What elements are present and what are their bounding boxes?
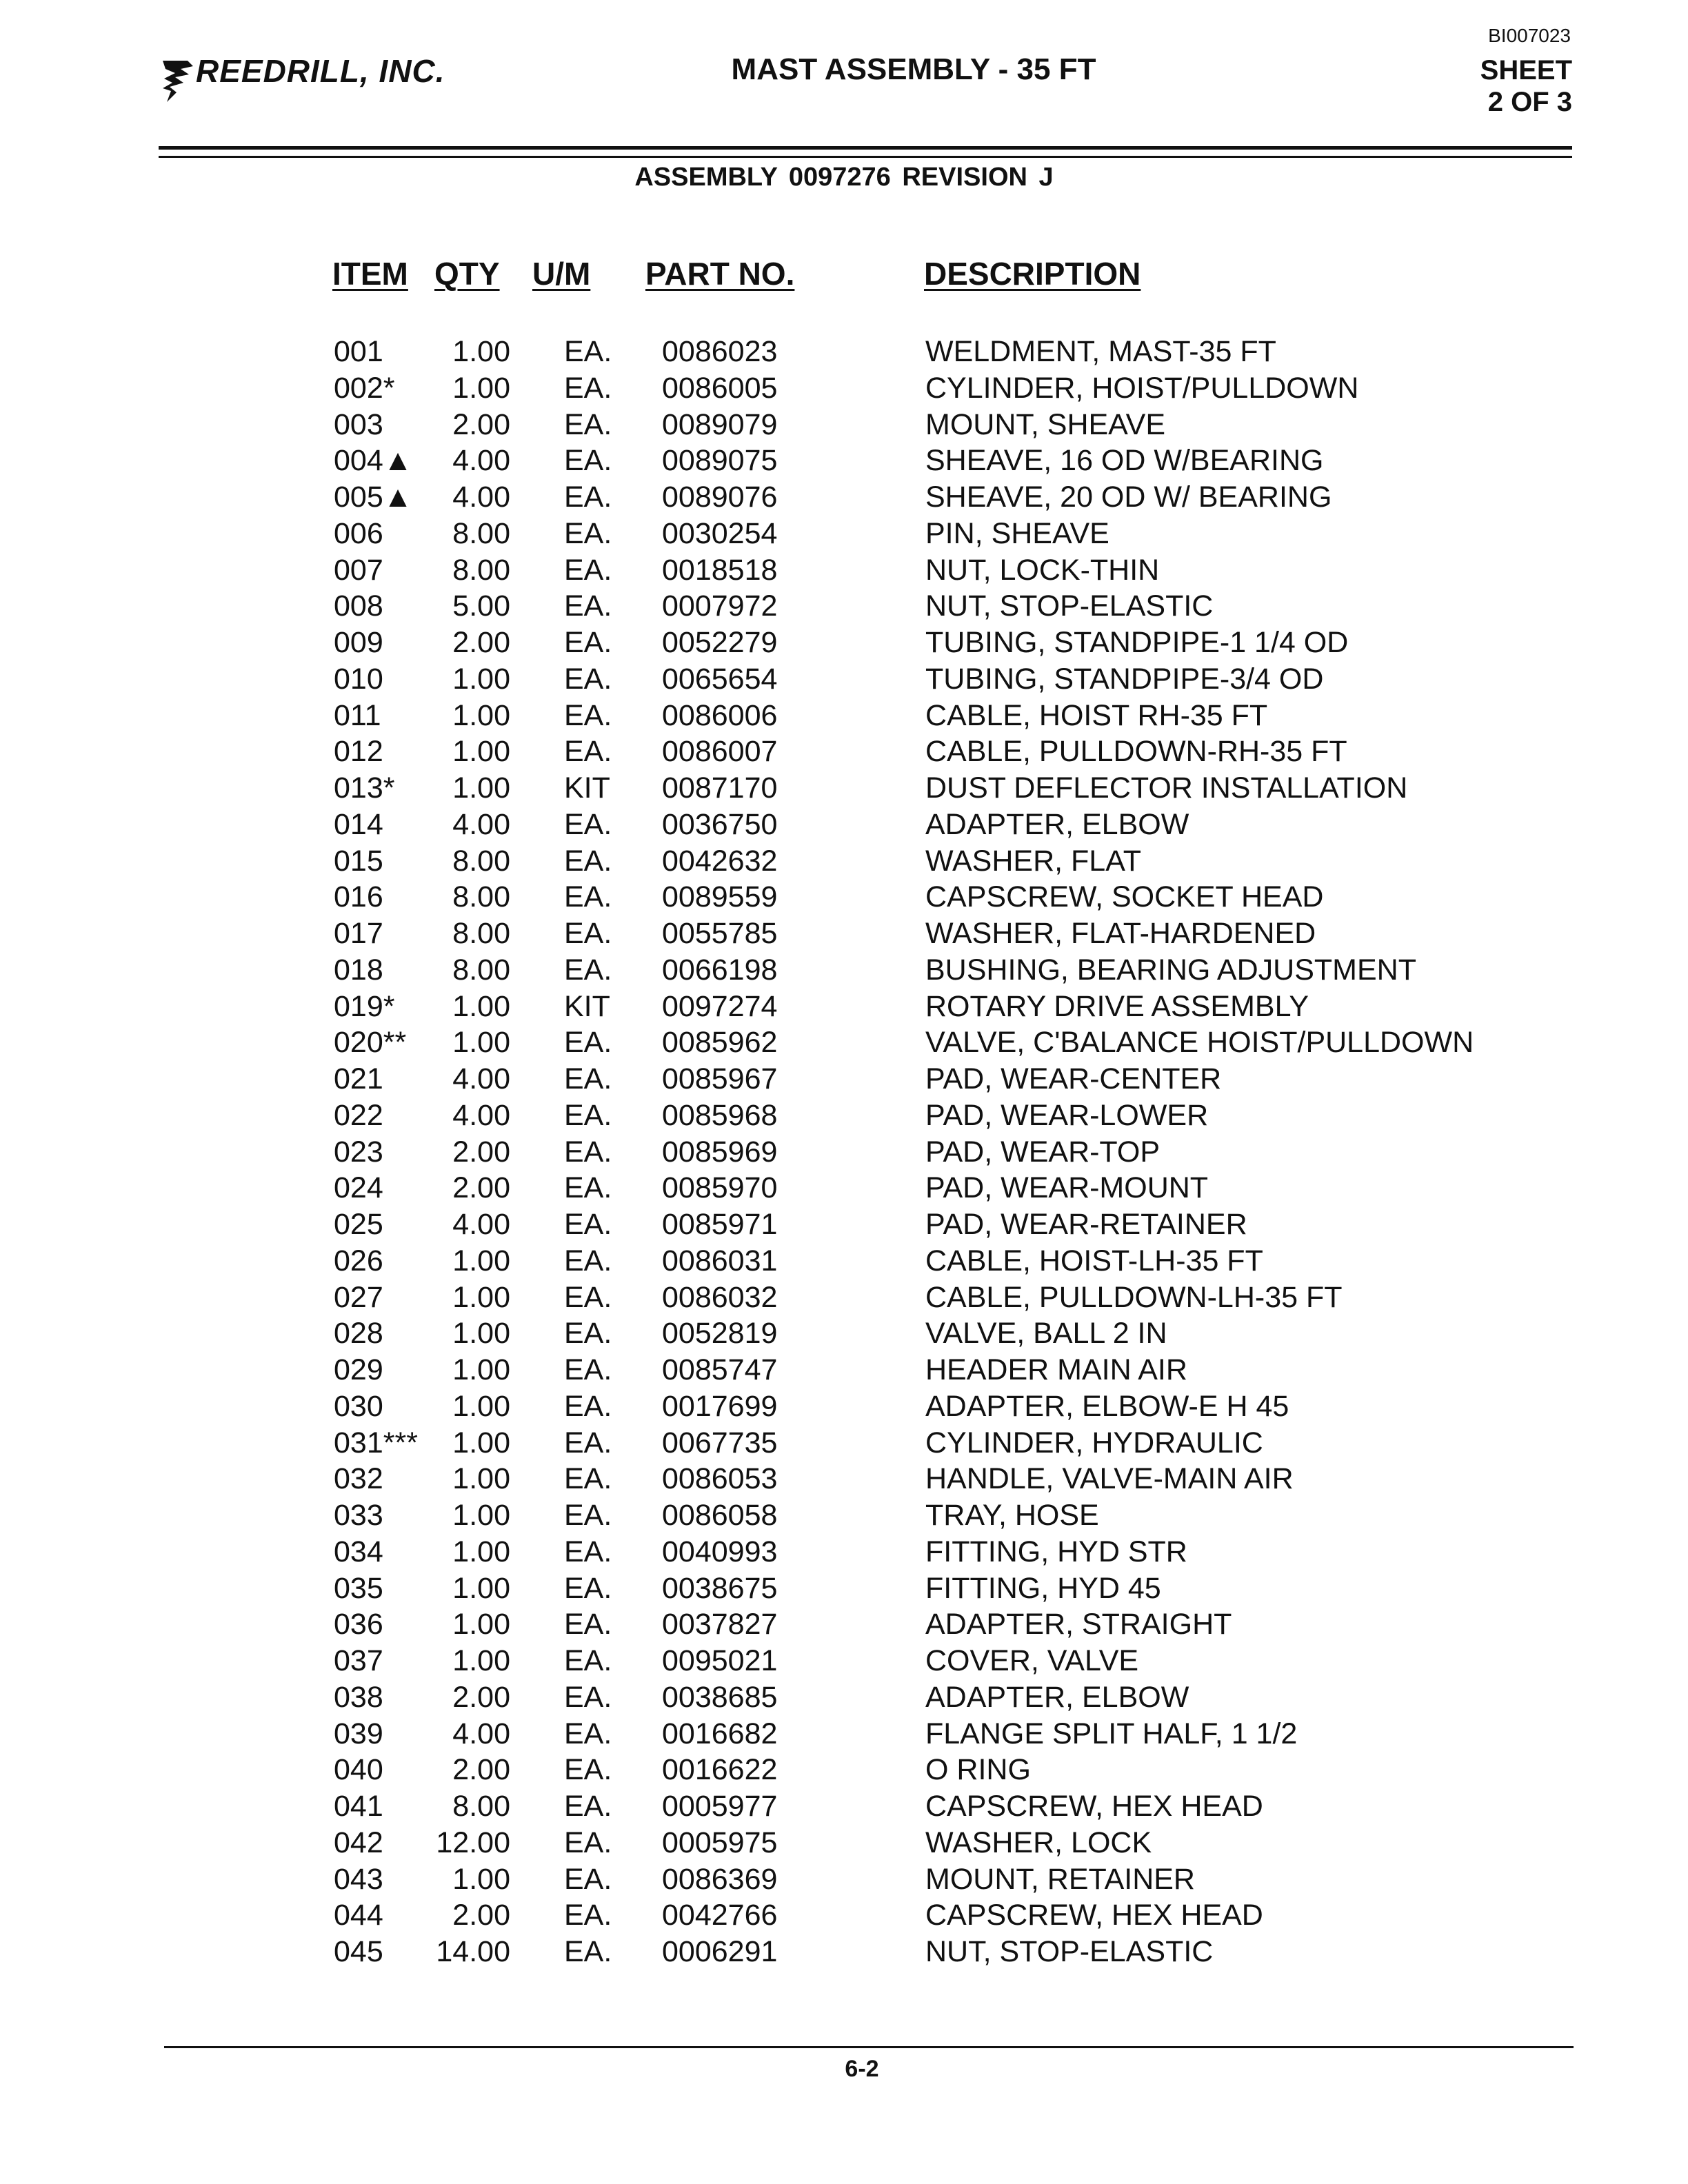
item-number: 032	[334, 1462, 383, 1496]
part-description: MOUNT, RETAINER	[925, 1862, 1195, 1896]
part-description: ROTARY DRIVE ASSEMBLY	[925, 989, 1309, 1023]
part-description: COVER, VALVE	[925, 1644, 1139, 1677]
quantity: 1.00	[452, 1571, 510, 1605]
part-number: 0089079	[662, 407, 778, 441]
part-description: O RING	[925, 1753, 1031, 1787]
part-description: ADAPTER, ELBOW	[925, 1680, 1189, 1714]
unit-of-measure: EA.	[564, 553, 612, 587]
part-number: 0036750	[662, 807, 778, 841]
part-description: CABLE, HOIST RH-35 FT	[925, 698, 1268, 732]
unit-of-measure: EA.	[564, 589, 612, 623]
unit-of-measure: KIT	[564, 771, 610, 805]
part-description: SHEAVE, 16 OD W/BEARING	[925, 444, 1324, 478]
item-number: 038	[334, 1680, 383, 1714]
item-number: 025	[334, 1208, 383, 1241]
quantity: 1.00	[452, 1280, 510, 1314]
unit-of-measure: EA.	[564, 880, 612, 914]
item-number: 034	[334, 1535, 383, 1568]
item-number: 019*	[334, 989, 395, 1023]
part-description: CAPSCREW, SOCKET HEAD	[925, 880, 1324, 914]
part-description: VALVE, C'BALANCE HOIST/PULLDOWN	[925, 1026, 1474, 1060]
item-number: 031***	[334, 1426, 418, 1459]
part-number: 0042632	[662, 844, 778, 878]
quantity: 2.00	[452, 1753, 510, 1787]
quantity: 1.00	[452, 771, 510, 805]
unit-of-measure: EA.	[564, 807, 612, 841]
part-description: NUT, STOP-ELASTIC	[925, 1935, 1214, 1968]
part-number: 0066198	[662, 953, 778, 987]
table-row	[0, 626, 1688, 663]
part-number: 0037827	[662, 1608, 778, 1641]
unit-of-measure: EA.	[564, 1098, 612, 1132]
item-number: 016	[334, 880, 383, 914]
part-number: 0085969	[662, 1135, 778, 1169]
unit-of-measure: EA.	[564, 1026, 612, 1060]
quantity: 4.00	[452, 807, 510, 841]
part-description: BUSHING, BEARING ADJUSTMENT	[925, 953, 1416, 987]
part-description: PAD, WEAR-MOUNT	[925, 1171, 1209, 1205]
unit-of-measure: KIT	[564, 989, 610, 1023]
quantity: 2.00	[452, 1680, 510, 1714]
unit-of-measure: EA.	[564, 735, 612, 769]
part-number: 0086005	[662, 371, 778, 405]
item-number: 012	[334, 735, 383, 769]
item-number: 009	[334, 626, 383, 659]
part-number: 0086023	[662, 335, 778, 368]
item-number: 004▲	[334, 444, 413, 478]
quantity: 1.00	[452, 371, 510, 405]
item-number: 037	[334, 1644, 383, 1677]
part-number: 0086053	[662, 1462, 778, 1496]
table-row	[0, 554, 1688, 590]
part-description: CAPSCREW, HEX HEAD	[925, 1899, 1263, 1932]
table-row	[0, 699, 1688, 736]
unit-of-measure: EA.	[564, 1426, 612, 1459]
part-number: 0016622	[662, 1753, 778, 1787]
part-description: FITTING, HYD STR	[925, 1535, 1187, 1568]
part-description: PAD, WEAR-RETAINER	[925, 1208, 1247, 1241]
item-number: 040	[334, 1753, 383, 1787]
part-description: HEADER MAIN AIR	[925, 1353, 1187, 1386]
parts-list	[0, 335, 1688, 1972]
unit-of-measure: EA.	[564, 1826, 612, 1859]
quantity: 1.00	[452, 1317, 510, 1351]
table-row	[0, 880, 1688, 917]
quantity: 1.00	[452, 1499, 510, 1532]
table-row	[0, 1753, 1688, 1790]
quantity: 1.00	[452, 1353, 510, 1386]
unit-of-measure: EA.	[564, 1317, 612, 1351]
table-row	[0, 444, 1688, 481]
part-description: CABLE, PULLDOWN-LH-35 FT	[925, 1280, 1343, 1314]
quantity: 14.00	[436, 1935, 510, 1968]
quantity: 8.00	[452, 844, 510, 878]
table-row	[0, 953, 1688, 990]
part-number: 0086032	[662, 1280, 778, 1314]
part-description: TUBING, STANDPIPE-1 1/4 OD	[925, 626, 1349, 659]
item-number: 041	[334, 1790, 383, 1823]
item-number: 030	[334, 1389, 383, 1423]
unit-of-measure: EA.	[564, 953, 612, 987]
unit-of-measure: EA.	[564, 1790, 612, 1823]
part-number: 0087170	[662, 771, 778, 805]
part-number: 0086006	[662, 698, 778, 732]
item-number: 028	[334, 1317, 383, 1351]
unit-of-measure: EA.	[564, 1208, 612, 1241]
unit-of-measure: EA.	[564, 1862, 612, 1896]
quantity: 8.00	[452, 516, 510, 550]
table-row	[0, 1353, 1688, 1390]
part-number: 0007972	[662, 589, 778, 623]
part-number: 0065654	[662, 662, 778, 696]
table-row	[0, 1208, 1688, 1244]
unit-of-measure: EA.	[564, 1535, 612, 1568]
part-number: 0016682	[662, 1717, 778, 1750]
item-number: 043	[334, 1862, 383, 1896]
part-description: CYLINDER, HOIST/PULLDOWN	[925, 371, 1359, 405]
table-row	[0, 408, 1688, 445]
unit-of-measure: EA.	[564, 698, 612, 732]
part-description: CYLINDER, HYDRAULIC	[925, 1426, 1263, 1459]
part-number: 0005975	[662, 1826, 778, 1859]
table-row	[0, 663, 1688, 699]
unit-of-measure: EA.	[564, 516, 612, 550]
part-number: 0086369	[662, 1862, 778, 1896]
part-description: HANDLE, VALVE-MAIN AIR	[925, 1462, 1294, 1496]
item-number: 001	[334, 335, 383, 368]
table-row	[0, 517, 1688, 554]
unit-of-measure: EA.	[564, 626, 612, 659]
item-number: 010	[334, 662, 383, 696]
quantity: 8.00	[452, 917, 510, 950]
unit-of-measure: EA.	[564, 1062, 612, 1095]
item-number: 029	[334, 1353, 383, 1386]
part-number: 0005977	[662, 1790, 778, 1823]
part-description: WASHER, LOCK	[925, 1826, 1152, 1859]
item-number: 044	[334, 1899, 383, 1932]
quantity: 1.00	[452, 1462, 510, 1496]
unit-of-measure: EA.	[564, 1717, 612, 1750]
part-description: TRAY, HOSE	[925, 1499, 1099, 1532]
part-number: 0055785	[662, 917, 778, 950]
table-row	[0, 1935, 1688, 1972]
table-row	[0, 335, 1688, 372]
unit-of-measure: EA.	[564, 1353, 612, 1386]
unit-of-measure: EA.	[564, 1462, 612, 1496]
item-number: 035	[334, 1571, 383, 1605]
part-description: WASHER, FLAT-HARDENED	[925, 917, 1316, 950]
quantity: 1.00	[452, 1244, 510, 1277]
unit-of-measure: EA.	[564, 407, 612, 441]
column-header-qty: QTY	[434, 256, 500, 292]
header-divider-thick	[159, 146, 1572, 150]
part-number: 0052279	[662, 626, 778, 659]
quantity: 1.00	[452, 335, 510, 368]
part-number: 0030254	[662, 516, 778, 550]
quantity: 1.00	[452, 735, 510, 769]
quantity: 2.00	[452, 1899, 510, 1932]
item-number: 045	[334, 1935, 383, 1968]
part-number: 0089076	[662, 481, 778, 514]
quantity: 1.00	[452, 1426, 510, 1459]
part-number: 0006291	[662, 1935, 778, 1968]
part-description: SHEAVE, 20 OD W/ BEARING	[925, 481, 1332, 514]
page-title: MAST ASSEMBLY - 35 FT	[731, 52, 1096, 86]
item-number: 033	[334, 1499, 383, 1532]
part-number: 0038685	[662, 1680, 778, 1714]
item-number: 011	[334, 698, 381, 732]
table-row	[0, 735, 1688, 771]
part-description: NUT, STOP-ELASTIC	[925, 589, 1214, 623]
part-number: 0085967	[662, 1062, 778, 1095]
part-number: 0038675	[662, 1571, 778, 1605]
item-number: 005▲	[334, 481, 413, 514]
quantity: 2.00	[452, 407, 510, 441]
sheet-label: SHEET	[1480, 55, 1572, 85]
part-description: VALVE, BALL 2 IN	[925, 1317, 1167, 1351]
item-number: 006	[334, 516, 383, 550]
quantity: 5.00	[452, 589, 510, 623]
part-number: 0086058	[662, 1499, 778, 1532]
part-number: 0086031	[662, 1244, 778, 1277]
table-row	[0, 1899, 1688, 1935]
table-row	[0, 1863, 1688, 1899]
unit-of-measure: EA.	[564, 1135, 612, 1169]
part-description: ADAPTER, ELBOW-E H 45	[925, 1389, 1289, 1423]
unit-of-measure: EA.	[564, 1899, 612, 1932]
part-number: 0095021	[662, 1644, 778, 1677]
part-description: PAD, WEAR-LOWER	[925, 1098, 1209, 1132]
part-description: CAPSCREW, HEX HEAD	[925, 1790, 1263, 1823]
unit-of-measure: EA.	[564, 917, 612, 950]
item-number: 002*	[334, 371, 395, 405]
part-description: ADAPTER, STRAIGHT	[925, 1608, 1232, 1641]
company-name: REEDRILL, INC.	[196, 53, 445, 89]
unit-of-measure: EA.	[564, 1244, 612, 1277]
table-row	[0, 589, 1688, 626]
unit-of-measure: EA.	[564, 1608, 612, 1641]
item-number: 023	[334, 1135, 383, 1169]
unit-of-measure: EA.	[564, 371, 612, 405]
part-description: WELDMENT, MAST-35 FT	[925, 335, 1276, 368]
item-number: 017	[334, 917, 383, 950]
item-number: 022	[334, 1098, 383, 1132]
unit-of-measure: EA.	[564, 1499, 612, 1532]
quantity: 2.00	[452, 1135, 510, 1169]
item-number: 042	[334, 1826, 383, 1859]
quantity: 8.00	[452, 880, 510, 914]
quantity: 1.00	[452, 1535, 510, 1568]
unit-of-measure: EA.	[564, 444, 612, 478]
item-number: 021	[334, 1062, 383, 1095]
quantity: 8.00	[452, 1790, 510, 1823]
part-description: CABLE, PULLDOWN-RH-35 FT	[925, 735, 1347, 769]
item-number: 036	[334, 1608, 383, 1641]
drill-bit-logo-icon	[160, 54, 196, 109]
part-number: 0067735	[662, 1426, 778, 1459]
quantity: 1.00	[452, 1862, 510, 1896]
table-row	[0, 1390, 1688, 1426]
column-header-um: U/M	[532, 256, 591, 292]
item-number: 027	[334, 1280, 383, 1314]
header-divider-thin	[159, 156, 1572, 158]
part-description: TUBING, STANDPIPE-3/4 OD	[925, 662, 1324, 696]
unit-of-measure: EA.	[564, 844, 612, 878]
table-row	[0, 1317, 1688, 1353]
part-number: 0085968	[662, 1098, 778, 1132]
quantity: 1.00	[452, 662, 510, 696]
part-number: 0017699	[662, 1389, 778, 1423]
part-number: 0052819	[662, 1317, 778, 1351]
table-row	[0, 1099, 1688, 1135]
unit-of-measure: EA.	[564, 1680, 612, 1714]
table-row	[0, 990, 1688, 1027]
quantity: 1.00	[452, 1389, 510, 1423]
item-number: 024	[334, 1171, 383, 1205]
part-number: 0040993	[662, 1535, 778, 1568]
part-description: DUST DEFLECTOR INSTALLATION	[925, 771, 1408, 805]
column-header-item: ITEM	[332, 256, 408, 292]
quantity: 1.00	[452, 989, 510, 1023]
table-row	[0, 1572, 1688, 1608]
quantity: 8.00	[452, 553, 510, 587]
quantity: 4.00	[452, 1208, 510, 1241]
unit-of-measure: EA.	[564, 1935, 612, 1968]
table-row	[0, 1426, 1688, 1463]
page-number: 6-2	[845, 2056, 879, 2082]
part-description: FLANGE SPLIT HALF, 1 1/2	[925, 1717, 1298, 1750]
quantity: 4.00	[452, 1098, 510, 1132]
column-header-part-no: PART NO.	[645, 256, 795, 292]
part-number: 0089559	[662, 880, 778, 914]
part-description: ADAPTER, ELBOW	[925, 807, 1189, 841]
company-logo	[160, 51, 463, 113]
unit-of-measure: EA.	[564, 481, 612, 514]
part-number: 0085962	[662, 1026, 778, 1060]
table-row	[0, 481, 1688, 517]
part-number: 0085971	[662, 1208, 778, 1241]
quantity: 1.00	[452, 1644, 510, 1677]
table-row	[0, 1644, 1688, 1681]
quantity: 8.00	[452, 953, 510, 987]
table-row	[0, 372, 1688, 408]
part-description: PIN, SHEAVE	[925, 516, 1109, 550]
part-number: 0018518	[662, 553, 778, 587]
item-number: 007	[334, 553, 383, 587]
item-number: 015	[334, 844, 383, 878]
item-number: 020**	[334, 1026, 407, 1060]
table-row	[0, 1790, 1688, 1826]
table-row	[0, 1717, 1688, 1754]
item-number: 039	[334, 1717, 383, 1750]
quantity: 4.00	[452, 481, 510, 514]
table-row	[0, 1462, 1688, 1499]
table-row	[0, 1281, 1688, 1317]
quantity: 1.00	[452, 1608, 510, 1641]
part-description: PAD, WEAR-TOP	[925, 1135, 1160, 1169]
part-description: CABLE, HOIST-LH-35 FT	[925, 1244, 1263, 1277]
quantity: 1.00	[452, 1026, 510, 1060]
unit-of-measure: EA.	[564, 1753, 612, 1787]
unit-of-measure: EA.	[564, 662, 612, 696]
document-id: BI007023	[1488, 25, 1571, 46]
unit-of-measure: EA.	[564, 1389, 612, 1423]
item-number: 013*	[334, 771, 395, 805]
part-description: MOUNT, SHEAVE	[925, 407, 1166, 441]
quantity: 4.00	[452, 444, 510, 478]
part-number: 0097274	[662, 989, 778, 1023]
part-description: FITTING, HYD 45	[925, 1571, 1161, 1605]
table-row	[0, 808, 1688, 845]
table-row	[0, 1499, 1688, 1535]
table-row	[0, 1062, 1688, 1099]
part-description: WASHER, FLAT	[925, 844, 1141, 878]
table-row	[0, 845, 1688, 881]
unit-of-measure: EA.	[564, 335, 612, 368]
quantity: 4.00	[452, 1062, 510, 1095]
item-number: 026	[334, 1244, 383, 1277]
table-row	[0, 917, 1688, 953]
unit-of-measure: EA.	[564, 1644, 612, 1677]
item-number: 008	[334, 589, 383, 623]
assembly-revision: ASSEMBLY 0097276 REVISION J	[634, 163, 1054, 192]
unit-of-measure: EA.	[564, 1171, 612, 1205]
part-number: 0042766	[662, 1899, 778, 1932]
footer-divider	[164, 2046, 1574, 2048]
quantity: 4.00	[452, 1717, 510, 1750]
part-number: 0086007	[662, 735, 778, 769]
quantity: 2.00	[452, 626, 510, 659]
part-description: PAD, WEAR-CENTER	[925, 1062, 1222, 1095]
table-row	[0, 1135, 1688, 1172]
part-description: NUT, LOCK-THIN	[925, 553, 1160, 587]
table-row	[0, 1535, 1688, 1572]
part-number: 0085970	[662, 1171, 778, 1205]
unit-of-measure: EA.	[564, 1280, 612, 1314]
table-row	[0, 1826, 1688, 1863]
item-number: 003	[334, 407, 383, 441]
quantity: 2.00	[452, 1171, 510, 1205]
table-row	[0, 1681, 1688, 1717]
quantity: 12.00	[436, 1826, 510, 1859]
part-number: 0089075	[662, 444, 778, 478]
part-number: 0085747	[662, 1353, 778, 1386]
sheet-number: 2 OF 3	[1487, 87, 1572, 117]
table-row	[0, 1026, 1688, 1062]
table-row	[0, 771, 1688, 808]
item-number: 014	[334, 807, 383, 841]
table-row	[0, 1244, 1688, 1281]
column-header-description: DESCRIPTION	[924, 256, 1141, 292]
quantity: 1.00	[452, 698, 510, 732]
table-row	[0, 1171, 1688, 1208]
table-row	[0, 1608, 1688, 1644]
unit-of-measure: EA.	[564, 1571, 612, 1605]
item-number: 018	[334, 953, 383, 987]
